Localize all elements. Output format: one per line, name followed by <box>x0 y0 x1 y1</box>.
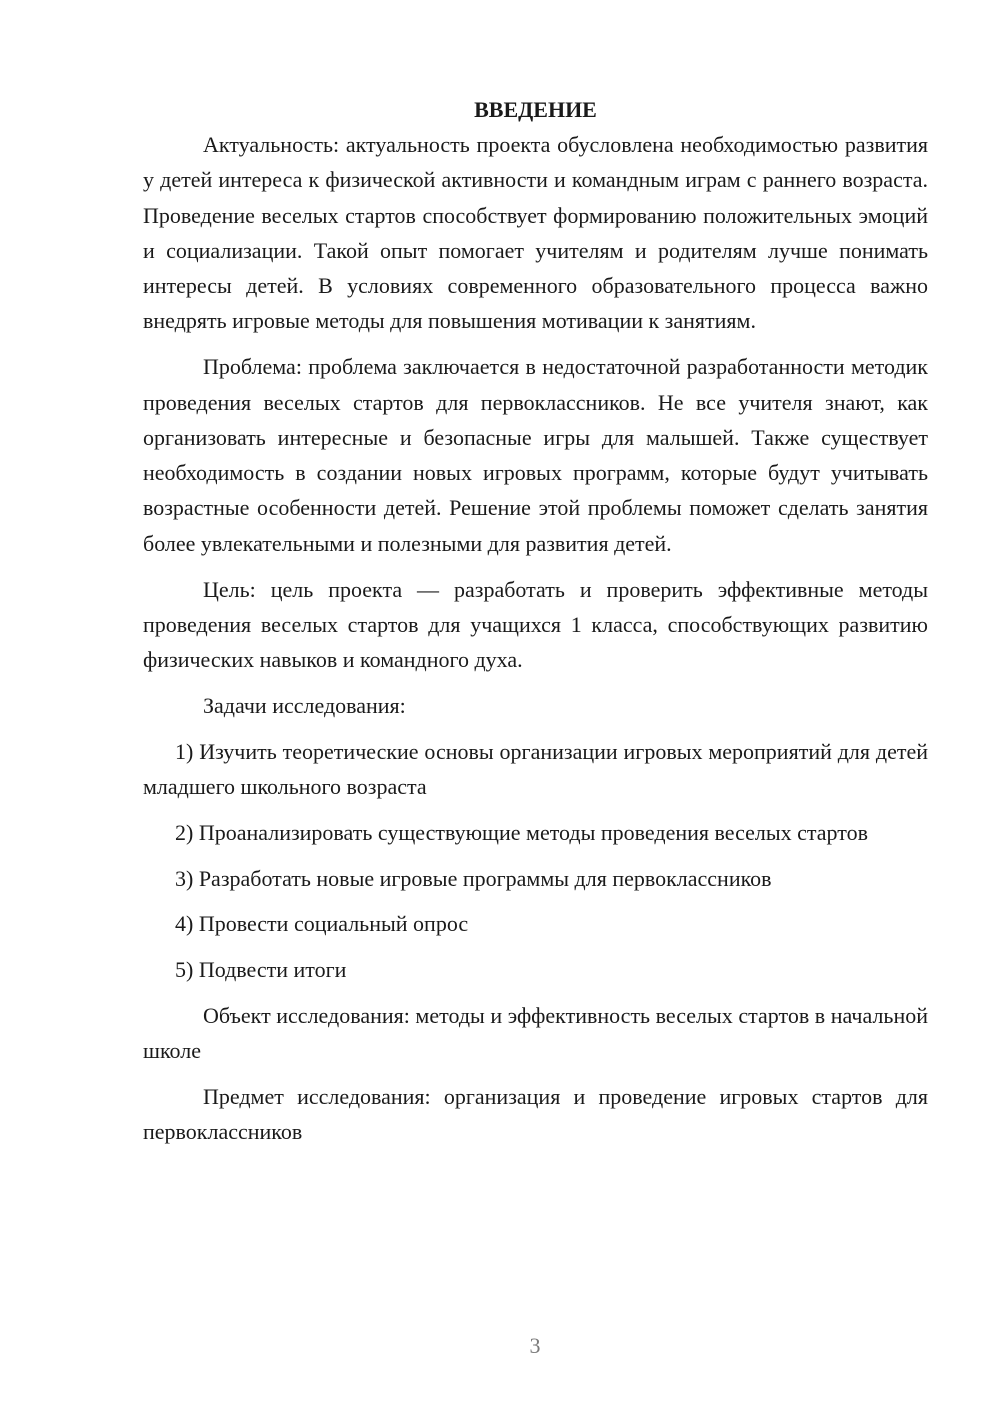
goal-paragraph: Цель: цель проекта — разработать и проверить эффективные методы проведения веселых стартов для учащихся 1 класса, способствующих развитию физических навыков и командного духа. <box>143 576 928 673</box>
problem-paragraph: Проблема: проблема заключается в недостаточной разработанности методик проведения веселых стартов для первоклассников. Не все учителя знают, как организовать интересные и безопасные игры для малышей. Также существует необходимость в создании новых игровых программ, которые будут учитывать возрастные особенности детей. Решение этой проблемы поможет сделать занятия более увлекательными и полезными для развития детей. <box>143 354 928 556</box>
task-item-5: 5) Подвести итоги <box>175 957 347 983</box>
task-item-1: 1) Изучить теоретические основы организации игровых мероприятий для детей младшего школьного возраста <box>143 738 928 800</box>
object-paragraph: Объект исследования: методы и эффективность веселых стартов в начальной школе <box>143 1003 928 1064</box>
task-item-2: 2) Проанализировать существующие методы проведения веселых стартов <box>175 819 868 845</box>
relevance-paragraph: Актуальность: актуальность проекта обусловлена необходимостью развития у детей интереса к физической активности и командным играм с раннего возраста. Проведение веселых стартов способствует формированию положительных эмоций и социализации. Такой опыт помогает учителям и родителям лучше понимать интересы детей. В условиях современного образовательного процесса важно внедрять игровые методы для повышения мотивации к занятиям. <box>143 132 928 334</box>
page-content <box>143 92 928 1160</box>
subject-paragraph: Предмет исследования: организация и проведение игровых стартов для первоклассников <box>143 1084 928 1145</box>
tasks-label: Задачи исследования: <box>203 692 406 718</box>
page-number: 3 <box>529 1333 541 1358</box>
section-heading: ВВЕДЕНИЕ <box>474 97 597 122</box>
task-item-3: 3) Разработать новые игровые программы для первоклассников <box>175 865 772 891</box>
task-item-4: 4) Провести социальный опрос <box>175 911 469 937</box>
